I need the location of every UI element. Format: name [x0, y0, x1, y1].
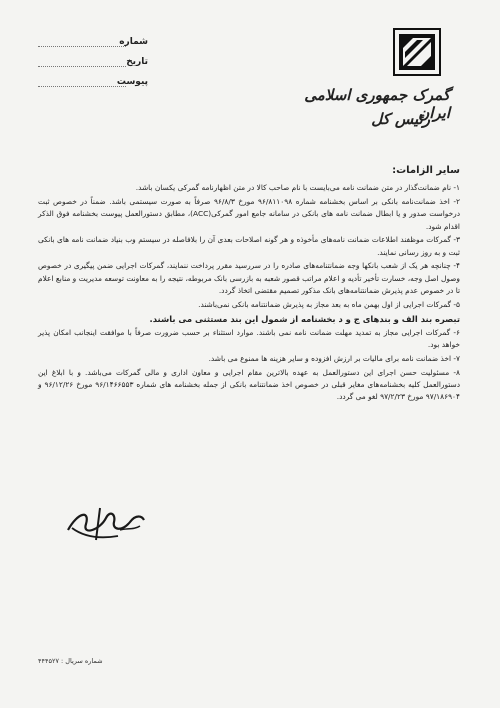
clause-1: ۱- نام ضمانت‌گذار در متن ضمانت نامه می‌بایست با نام صاحب کالا در متن اظهارنامه گمرکی یکسان باشد. [135, 183, 460, 192]
attachment-field [38, 76, 148, 88]
clause-2: ۲- اخذ ضمانت‌نامه بانکی بر اساس بخشنامه شماره ۹۶/۸۱۱۰۹۸ مورخ ۹۶/۸/۳ صرفاً به صورت سیستمی باشد. ضمناً در خصوص ثبت درخواست صدور و یا ابطال ضمانت نامه های بانکی در سامانه جامع امور گمرکی(ACC)، مطابق دستورالعمل پیوست بخشنامه فوق الذکر اقدام شود. [38, 196, 461, 231]
clause-7: ۷- اخذ ضمانت نامه برای مالیات بر ارزش افزوده و سایر هزینه ها ممنوع می باشد. [208, 353, 460, 363]
date-label: تاریخ [126, 57, 148, 67]
date-field [38, 56, 148, 68]
letter-body [38, 182, 460, 405]
date-line [38, 66, 126, 67]
serial-number: شماره سریال : ۴۴۴۵۲۷ [38, 657, 103, 665]
clause-3: ۳- گمرکات موظفند اطلاعات ضمانت نامه‌های مأخوذه و هر گونه اصلاحات بعدی آن را بلافاصله در سیستم وب بنیاد ضمانت نامه های بانکی ثبت و به روز رسانی نمایند. [38, 235, 460, 257]
number-line [38, 46, 126, 47]
organization-name: گمرک جمهوری اسلامی ایران [304, 86, 450, 122]
clause-5-note: تبصره بند الف و بندهای ج و د بخشنامه از شمول این بند مستثنی می باشند. [149, 313, 460, 324]
clause-8: ۸- مسئولیت حسن اجرای این دستورالعمل به عهده بالاترین مقام اجرایی و معاون اداری و مالی گمرکات می‌باشد. و با ابلاغ این دستورالعمل کلیه بخشنامه‌های مغایر قبلی در خصوص اخذ ضمانتنامه بانکی از جمله بخشنامه های شماره ۹۶/۱۴۶۶۵۵۳ مورخ ۹۶/۱۲/۲۶ و ۹۷/۱۸۶۹۰۴ مورخ ۹۷/۲/۲۳ لغو می گردد. [38, 367, 460, 402]
signature-image [60, 500, 150, 548]
attachment-label: پیوست [116, 77, 148, 87]
clause-5: ۵- گمرکات اجرایی از اول بهمن ماه به بعد مجاز به پذیرش ضمانتنامه بانکی نمی‌باشند. [198, 299, 460, 309]
section-title: سایر الزامات: [392, 165, 460, 176]
clause-6: ۶- گمرکات اجرایی مجاز به تمدید مهلت ضمانت نامه نمی باشند. موارد استثناء بر حسب ضرورت صرفاً با موافقت اینجانب امکان پذیر خواهد بود. [38, 327, 460, 350]
official-title: رئیس کل [371, 110, 430, 128]
number-label: شماره [119, 37, 148, 47]
number-field [38, 36, 148, 48]
clause-4: ۴- چنانچه هر یک از شعب بانکها وجه ضمانتنامه‌های صادره را در سررسید مقرر پرداخت ننمایند، گمرکات اجرایی ضمن پیگیری در خصوص وصول اصل وجه، خسارت تأخیر تأدیه و اعلام مراتب قصور شعبه به بازرسی بانک مربوطه، نتیجه را به معاونت توسعه مدیریت و منابع اعلام تا در خصوص عدم پذیرش ضمانتنامه‌های بانک مذکور تصمیم مقتضی اتخاذ گردد. [38, 261, 460, 296]
customs-emblem-icon [393, 28, 441, 76]
attachment-line [38, 86, 126, 87]
